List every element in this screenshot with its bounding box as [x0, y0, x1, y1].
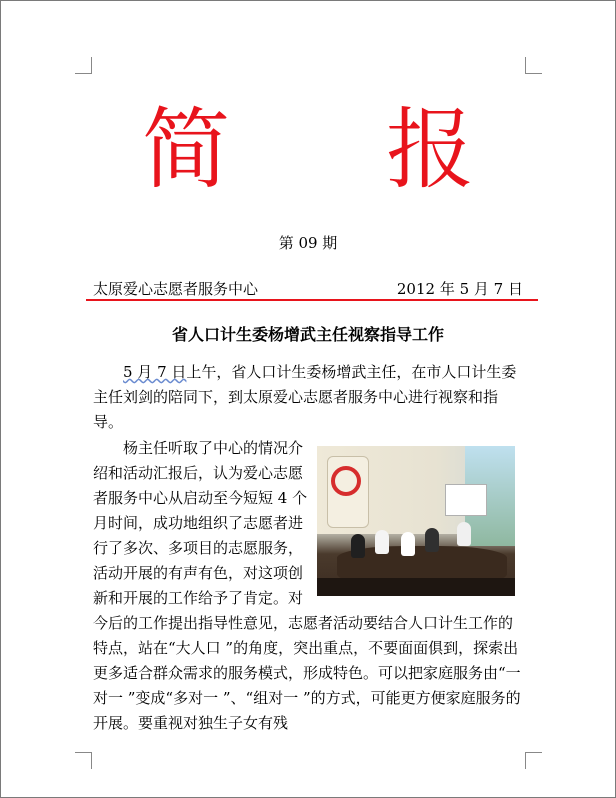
meeting-photo [317, 446, 515, 596]
crop-mark-top-left [75, 57, 92, 74]
crop-mark-bottom-right [525, 752, 542, 769]
article-headline: 省人口计生委杨增武主任视察指导工作 [171, 325, 444, 344]
issue-date: 2012 年 5 月 7 日 [396, 280, 523, 298]
red-divider [86, 299, 538, 301]
masthead-title: 简 报 [142, 98, 538, 201]
crop-mark-top-right [525, 57, 542, 74]
crop-mark-bottom-left [75, 752, 92, 769]
organization-name: 太原爱心志愿者服务中心 [93, 280, 259, 298]
issue-number: 第 09 期 [278, 234, 338, 252]
org-line [93, 278, 523, 299]
paragraph-1-text: 上午，省人口计生委杨增武主任，在市人口计生委主任刘剑的陪同下，到太原爱心志愿者服务中心进行视察和指导。 [93, 363, 517, 431]
paragraph-2-text: 杨主任听取了中心的情况介绍和活动汇报后，认为爱心志愿者服务中心从启动至今短短 4 个月时间，成功地组织了志愿者进行了多次、多项目的志愿服务，活动开展的有声有色，对这项创新和开展的工作给予了肯定。对今后的工作提出指导性意见，志愿者活动要结合人口计生工作的特点，站在“大人口 ”的角度，突出重点，不要面面俱到，探索出更多适合群众需求的服务模式，形成特色。可以把家庭服务由“一对一 ”变成“多对一 ”、“组对一 ”的方式，可能更方便家庭服务的开展。要重视对独生子女有残 [93, 439, 521, 732]
paragraph-2-block [93, 436, 525, 736]
paragraph-1 [93, 360, 525, 435]
paragraph-1-date: 5 月 7 日 [123, 363, 187, 381]
